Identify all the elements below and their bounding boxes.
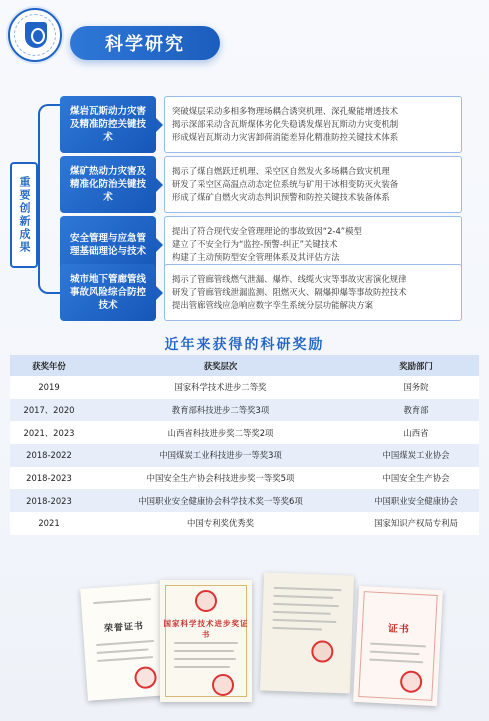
table-row — [10, 467, 479, 490]
award-level: 中国职业安全健康协会科学技术奖一等奖6项 — [88, 489, 353, 512]
text-line — [96, 640, 154, 646]
text-line — [174, 650, 234, 652]
award-department: 中国职业安全健康协会 — [353, 489, 479, 512]
research-row — [60, 156, 462, 213]
research-line: 揭示了管廊管线燃气泄漏、爆炸、线缆火灾等事故灾害演化规律 — [172, 274, 407, 284]
awards-title: 近年来获得的科研奖励 — [164, 337, 325, 353]
table-row — [10, 421, 479, 444]
university-logo — [8, 8, 62, 62]
research-line: 揭示了煤自燃跃迁机理、采空区自然发火多场耦合致灾机理 — [172, 166, 390, 176]
text-line — [93, 598, 151, 604]
national-emblem-icon — [195, 590, 217, 612]
column-header-level: 获奖层次 — [88, 355, 353, 376]
certificate-title: 荣誉证书 — [103, 621, 145, 635]
column-header-department: 奖励部门 — [353, 355, 479, 376]
research-content — [164, 156, 462, 213]
research-line: 揭示深部采动含瓦斯煤体劣化失稳诱发煤岩瓦斯动力灾变机制 — [172, 119, 399, 129]
table-header-row — [10, 355, 479, 376]
research-line: 突破煤层采动多相多物理场耦合诱突机理、深孔聚能增透技术 — [172, 106, 399, 116]
research-line: 研发了管廊管线泄漏监测、阻燃灭火、隔爆抑爆等事故防控技术 — [172, 287, 407, 297]
red-seal-icon — [134, 666, 157, 689]
award-department: 国家知识产权局专利局 — [353, 512, 479, 535]
certificate-image — [160, 580, 252, 702]
innovation-side-label: 重要创新成果 — [10, 162, 38, 268]
award-department: 中国安全生产协会 — [353, 467, 479, 490]
research-line: 形成煤岩瓦斯动力灾害卸荷消能差异化精准防控关键技术体系 — [172, 132, 399, 142]
table-row — [10, 489, 479, 512]
certificate-image — [353, 586, 443, 706]
text-line — [273, 595, 333, 599]
table-row — [10, 512, 479, 535]
award-department: 国务院 — [353, 376, 479, 399]
text-line — [274, 587, 342, 591]
research-line: 形成了煤矿自燃火灾动态判识预警和防控关键技术装备体系 — [172, 192, 390, 202]
award-department: 中国煤炭工业协会 — [353, 444, 479, 467]
award-year: 2018-2023 — [10, 489, 88, 512]
research-row — [60, 264, 462, 321]
text-line — [273, 603, 339, 607]
award-year: 2018-2023 — [10, 467, 88, 490]
red-seal-icon — [212, 674, 234, 696]
research-line: 构建了主动预防型安全管理体系及其评估方法 — [172, 252, 340, 262]
research-tag: 煤矿热动力灾害及精准化防治关键技术 — [60, 156, 156, 213]
column-header-year: 获奖年份 — [10, 355, 88, 376]
text-line — [97, 656, 153, 662]
table-row — [10, 444, 479, 467]
awards-table — [10, 355, 479, 535]
research-line: 提出了符合现代安全管理理论的事故致因“2-4”模型 — [172, 226, 362, 236]
research-content — [164, 96, 462, 153]
research-tag: 安全管理与应急管理基础理论与技术 — [60, 216, 156, 273]
award-level: 中国安全生产协会科技进步奖一等奖5项 — [88, 467, 353, 490]
research-row — [60, 96, 462, 153]
certificate-title: 证书 — [387, 623, 411, 636]
research-tag: 城市地下管廊管线事故风险综合防控技术 — [60, 264, 156, 321]
research-content — [164, 264, 462, 321]
text-line — [174, 658, 236, 660]
research-line: 研发了采空区高温点动态定位系统与矿用干冰相变防灭火装备 — [172, 179, 399, 189]
award-department: 山西省 — [353, 421, 479, 444]
award-level: 山西省科技进步奖二等奖2项 — [88, 421, 353, 444]
page-title: 科学研究 — [70, 26, 220, 60]
text-line — [174, 642, 238, 644]
award-department: 教育部 — [353, 399, 479, 422]
bracket-connector — [38, 104, 60, 294]
award-level: 教育部科技进步二等奖3项 — [88, 399, 353, 422]
award-level: 中国专利奖优秀奖 — [88, 512, 353, 535]
text-line — [97, 648, 149, 654]
table-row — [10, 376, 479, 399]
shield-icon — [25, 22, 47, 48]
certificate-image — [260, 572, 354, 693]
research-tag: 煤岩瓦斯动力灾害及精准防控关键技术 — [60, 96, 156, 153]
text-line — [272, 619, 336, 623]
red-seal-icon — [311, 640, 334, 663]
certificate-image — [80, 583, 170, 700]
certificate-title: 国家科学技术进步奖证书 — [163, 619, 249, 639]
table-row — [10, 399, 479, 422]
award-year: 2017、2020 — [10, 399, 88, 422]
text-line — [174, 666, 230, 668]
text-line — [272, 627, 322, 631]
award-year: 2021、2023 — [10, 421, 88, 444]
award-year: 2019 — [10, 376, 88, 399]
award-level: 国家科学技术进步二等奖 — [88, 376, 353, 399]
text-line — [273, 611, 331, 615]
award-level: 中国煤炭工业科技进步一等奖3项 — [88, 444, 353, 467]
award-year: 2018-2022 — [10, 444, 88, 467]
research-line: 提出管廊管线应急响应数字孪生系统分层功能解决方案 — [172, 300, 373, 310]
award-year: 2021 — [10, 512, 88, 535]
research-line: 建立了不安全行为“监控-预警-纠正”关键技术 — [172, 239, 338, 249]
